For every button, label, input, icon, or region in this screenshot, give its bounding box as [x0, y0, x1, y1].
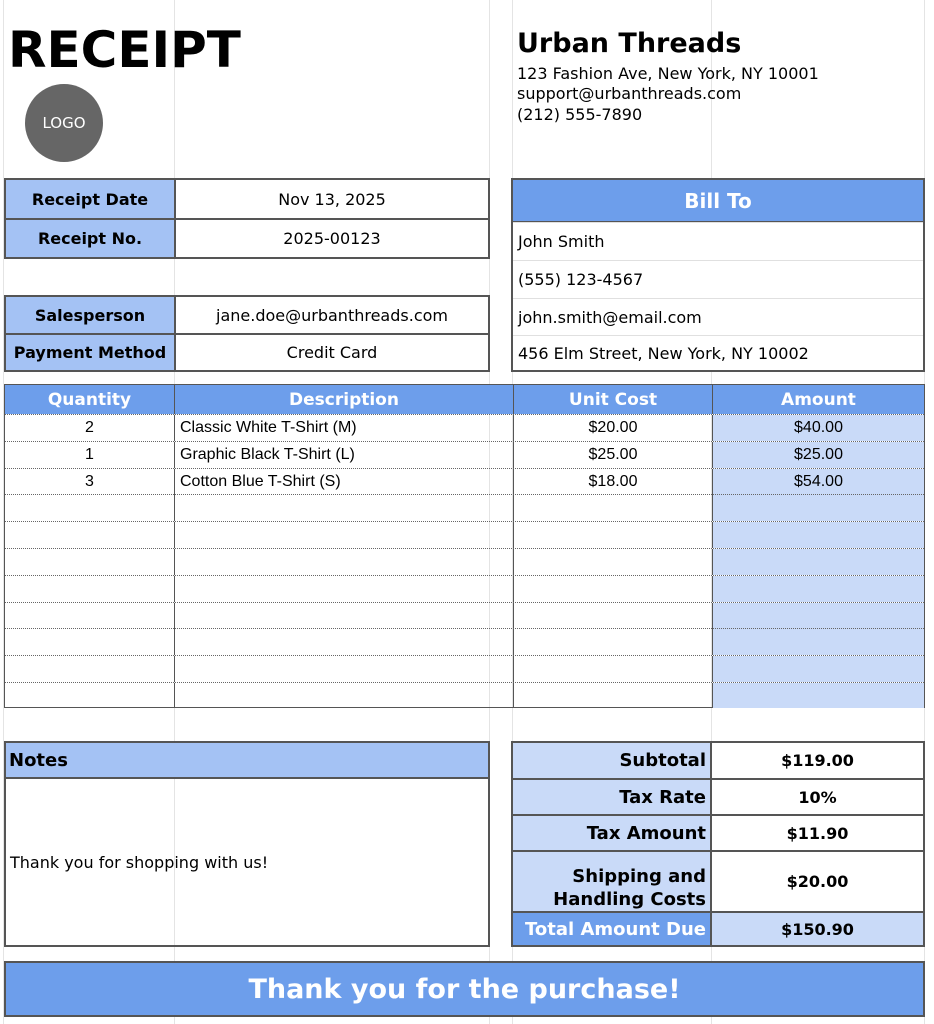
- shipping-label-line-2: Handling Costs: [553, 889, 706, 910]
- table-row: [5, 682, 924, 708]
- quantity-cell[interactable]: [5, 656, 175, 682]
- header-amount: Amount: [781, 389, 856, 410]
- shipping-label: [513, 852, 712, 911]
- tax-amount-row: [513, 816, 923, 852]
- company-name: Urban Threads: [517, 28, 742, 59]
- amount-cell[interactable]: [713, 629, 924, 655]
- total-due-row: [513, 913, 923, 945]
- header-unit-cost: Unit Cost: [514, 385, 713, 414]
- description-cell[interactable]: Classic White T-Shirt (M): [175, 415, 514, 441]
- notes-box: [4, 741, 490, 947]
- subtotal-label: Subtotal: [513, 743, 712, 778]
- receipt-title: RECEIPT: [8, 21, 241, 79]
- logo-placeholder: LOGO: [25, 84, 103, 162]
- subtotal-row: [513, 743, 923, 780]
- amount-cell[interactable]: [713, 603, 924, 629]
- tax-amount-value[interactable]: $11.90: [786, 823, 849, 843]
- unit-cost-cell[interactable]: [514, 495, 713, 521]
- quantity-cell[interactable]: [5, 629, 175, 655]
- payment-method-row: [6, 335, 488, 370]
- amount-cell[interactable]: $25.00: [713, 442, 924, 468]
- bill-to-email[interactable]: john.smith@email.com: [513, 298, 923, 335]
- unit-cost-cell[interactable]: [514, 522, 713, 548]
- notes-header: Notes: [6, 743, 488, 779]
- table-row: [5, 548, 924, 575]
- payment-method-label: Payment Method: [6, 335, 176, 370]
- amount-cell[interactable]: [713, 495, 924, 521]
- sales-info-box: [4, 295, 490, 372]
- amount-cell[interactable]: $40.00: [713, 415, 924, 441]
- table-row: [5, 414, 924, 441]
- description-cell[interactable]: Cotton Blue T-Shirt (S): [175, 469, 514, 495]
- description-cell[interactable]: [175, 683, 514, 708]
- company-phone: (212) 555-7890: [517, 105, 643, 124]
- quantity-cell[interactable]: 2: [5, 415, 175, 441]
- table-row: [5, 655, 924, 682]
- salesperson-label: Salesperson: [6, 297, 176, 333]
- table-row: [5, 628, 924, 655]
- quantity-cell[interactable]: 3: [5, 469, 175, 495]
- salesperson-value[interactable]: jane.doe@urbanthreads.com: [216, 305, 448, 325]
- unit-cost-cell[interactable]: [514, 683, 713, 708]
- description-cell[interactable]: [175, 656, 514, 682]
- totals-box: [511, 741, 925, 947]
- receipt-date-row: [6, 180, 488, 220]
- unit-cost-cell[interactable]: [514, 549, 713, 575]
- quantity-cell[interactable]: [5, 603, 175, 629]
- description-cell[interactable]: [175, 576, 514, 602]
- unit-cost-cell[interactable]: $18.00: [514, 469, 713, 495]
- description-cell[interactable]: [175, 549, 514, 575]
- shipping-row: [513, 852, 923, 913]
- quantity-cell[interactable]: [5, 683, 175, 708]
- receipt-no-value[interactable]: 2025-00123: [283, 229, 381, 248]
- amount-cell[interactable]: [713, 522, 924, 548]
- receipt-info-box: [4, 178, 490, 259]
- unit-cost-cell[interactable]: $25.00: [514, 442, 713, 468]
- shipping-label-line-1: Shipping and: [572, 866, 706, 887]
- quantity-cell[interactable]: 1: [5, 442, 175, 468]
- shipping-value[interactable]: $20.00: [786, 872, 849, 891]
- table-row: [5, 521, 924, 548]
- table-row: [5, 602, 924, 629]
- unit-cost-cell[interactable]: [514, 656, 713, 682]
- bill-to-name[interactable]: John Smith: [513, 222, 923, 260]
- header-quantity: Quantity: [5, 385, 175, 414]
- bill-to-header: Bill To: [513, 180, 923, 222]
- receipt-date-label: Receipt Date: [6, 180, 176, 218]
- thank-you-banner: Thank you for the purchase!: [4, 961, 925, 1017]
- table-row: [5, 494, 924, 521]
- company-address: 123 Fashion Ave, New York, NY 10001: [517, 64, 819, 83]
- total-due-label: Total Amount Due: [513, 913, 712, 945]
- amount-cell[interactable]: $54.00: [713, 469, 924, 495]
- quantity-cell[interactable]: [5, 549, 175, 575]
- payment-method-value[interactable]: Credit Card: [286, 343, 378, 362]
- description-cell[interactable]: [175, 495, 514, 521]
- receipt-date-value[interactable]: Nov 13, 2025: [278, 189, 386, 209]
- subtotal-value[interactable]: $119.00: [781, 751, 854, 770]
- description-cell[interactable]: [175, 603, 514, 629]
- receipt-no-row: [6, 220, 488, 257]
- table-row: [5, 468, 924, 495]
- amount-cell[interactable]: [713, 549, 924, 575]
- description-cell[interactable]: [175, 629, 514, 655]
- table-row: [5, 441, 924, 468]
- items-header-row: [5, 385, 924, 414]
- salesperson-row: [6, 297, 488, 335]
- tax-rate-label: Tax Rate: [513, 780, 712, 814]
- tax-amount-label: Tax Amount: [513, 816, 712, 850]
- description-cell[interactable]: [175, 522, 514, 548]
- quantity-cell[interactable]: [5, 522, 175, 548]
- unit-cost-cell[interactable]: [514, 603, 713, 629]
- amount-cell[interactable]: [713, 656, 924, 682]
- description-cell[interactable]: Graphic Black T-Shirt (L): [175, 442, 514, 468]
- quantity-cell[interactable]: [5, 576, 175, 602]
- bill-to-phone[interactable]: (555) 123-4567: [513, 260, 923, 298]
- notes-text[interactable]: Thank you for shopping with us!: [10, 853, 269, 872]
- table-row: [5, 575, 924, 602]
- amount-cell[interactable]: [713, 576, 924, 602]
- receipt-no-label: Receipt No.: [6, 220, 176, 257]
- unit-cost-cell[interactable]: [514, 629, 713, 655]
- items-table: [4, 384, 925, 708]
- header-description: Description: [175, 385, 514, 414]
- company-email: support@urbanthreads.com: [517, 84, 742, 103]
- tax-rate-value[interactable]: 10%: [798, 787, 837, 807]
- quantity-cell[interactable]: [5, 495, 175, 521]
- bill-to-address[interactable]: 456 Elm Street, New York, NY 10002: [513, 335, 923, 370]
- unit-cost-cell[interactable]: $20.00: [514, 415, 713, 441]
- unit-cost-cell[interactable]: [514, 576, 713, 602]
- amount-cell[interactable]: [713, 683, 924, 708]
- tax-rate-row: [513, 780, 923, 816]
- bill-to-box: [511, 178, 925, 372]
- total-due-value[interactable]: $150.90: [712, 913, 923, 945]
